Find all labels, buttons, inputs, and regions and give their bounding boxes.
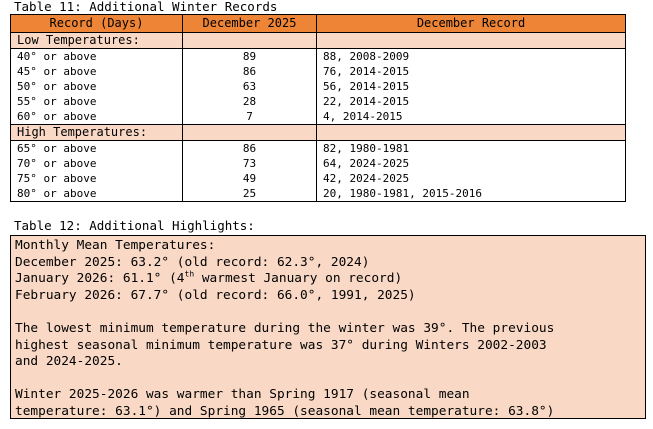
table-header-row: [11, 15, 626, 33]
table-row: [11, 141, 626, 157]
paragraph-1-line: The lowest minimum temperature during the winter was 39°. The previous: [15, 320, 555, 336]
cell-record: 42, 2024-2025: [317, 171, 626, 186]
cell-days: 49: [183, 171, 317, 186]
table-11-caption: Table 11: Additional Winter Records: [14, 0, 278, 14]
cell-days: 89: [183, 49, 317, 65]
cell-threshold: 60° or above: [11, 109, 183, 125]
cell-days: 86: [183, 141, 317, 157]
table-row: [11, 109, 626, 125]
column-header-record: Record (Days): [11, 15, 183, 33]
cell-threshold: 55° or above: [11, 94, 183, 109]
table-row: [11, 79, 626, 94]
cell-threshold: 45° or above: [11, 64, 183, 79]
cell-days: 63: [183, 79, 317, 94]
spacer: [15, 371, 641, 388]
january-line: [15, 271, 641, 288]
winter-records-table: [10, 14, 626, 202]
paragraph-1-line: and 2024-2025.: [15, 354, 123, 370]
december-line: December 2025: 63.2° (old record: 62.3°, 2024): [15, 254, 370, 270]
column-header-december-record: December Record: [317, 15, 626, 33]
table-row: [11, 186, 626, 202]
spacer: [15, 304, 641, 321]
paragraph-2-line: temperature: 63.1°) and Spring 1965 (seasonal mean temperature: 63.8°): [15, 403, 555, 419]
cell-record: 76, 2014-2015: [317, 64, 626, 79]
cell-threshold: 65° or above: [11, 141, 183, 157]
cell-days: 86: [183, 64, 317, 79]
paragraph-1-line: highest seasonal minimum temperature was 37° during Winters 2002-2003: [15, 337, 547, 353]
monthly-heading: Monthly Mean Temperatures:: [15, 238, 216, 253]
cell-threshold: 70° or above: [11, 156, 183, 171]
table-row: [11, 94, 626, 109]
highlights-box: [10, 235, 646, 419]
table-row: [11, 64, 626, 79]
cell-days: 7: [183, 109, 317, 125]
cell-record: 22, 2014-2015: [317, 94, 626, 109]
cell-days: 28: [183, 94, 317, 109]
february-line: February 2026: 67.7° (old record: 66.0°, 1991, 2025): [15, 287, 416, 303]
section-row-low: [11, 33, 626, 49]
cell-threshold: 40° or above: [11, 49, 183, 65]
january-text: January 2026: 61.1° (4: [15, 271, 185, 287]
section-label-low: Low Temperatures:: [11, 33, 183, 49]
table-12-caption: Table 12: Additional Highlights:: [14, 218, 255, 233]
table-row: [11, 171, 626, 186]
cell-days: 25: [183, 186, 317, 202]
section-label-high: High Temperatures:: [11, 125, 183, 141]
column-header-december-2025: December 2025: [183, 15, 317, 33]
cell-record: 4, 2014-2015: [317, 109, 626, 125]
ordinal-suffix: th: [184, 269, 195, 279]
section-row-high: [11, 125, 626, 141]
cell-days: 73: [183, 156, 317, 171]
paragraph-2-line: Winter 2025-2026 was warmer than Spring 1917 (seasonal mean: [15, 387, 470, 403]
cell-record: 20, 1980-1981, 2015-2016: [317, 186, 626, 202]
table-row: [11, 49, 626, 65]
cell-threshold: 50° or above: [11, 79, 183, 94]
cell-record: 88, 2008-2009: [317, 49, 626, 65]
cell-threshold: 75° or above: [11, 171, 183, 186]
cell-threshold: 80° or above: [11, 186, 183, 202]
cell-record: 64, 2024-2025: [317, 156, 626, 171]
january-text-rest: warmest January on record): [194, 271, 403, 287]
cell-record: 56, 2014-2015: [317, 79, 626, 94]
table-row: [11, 156, 626, 171]
cell-record: 82, 1980-1981: [317, 141, 626, 157]
